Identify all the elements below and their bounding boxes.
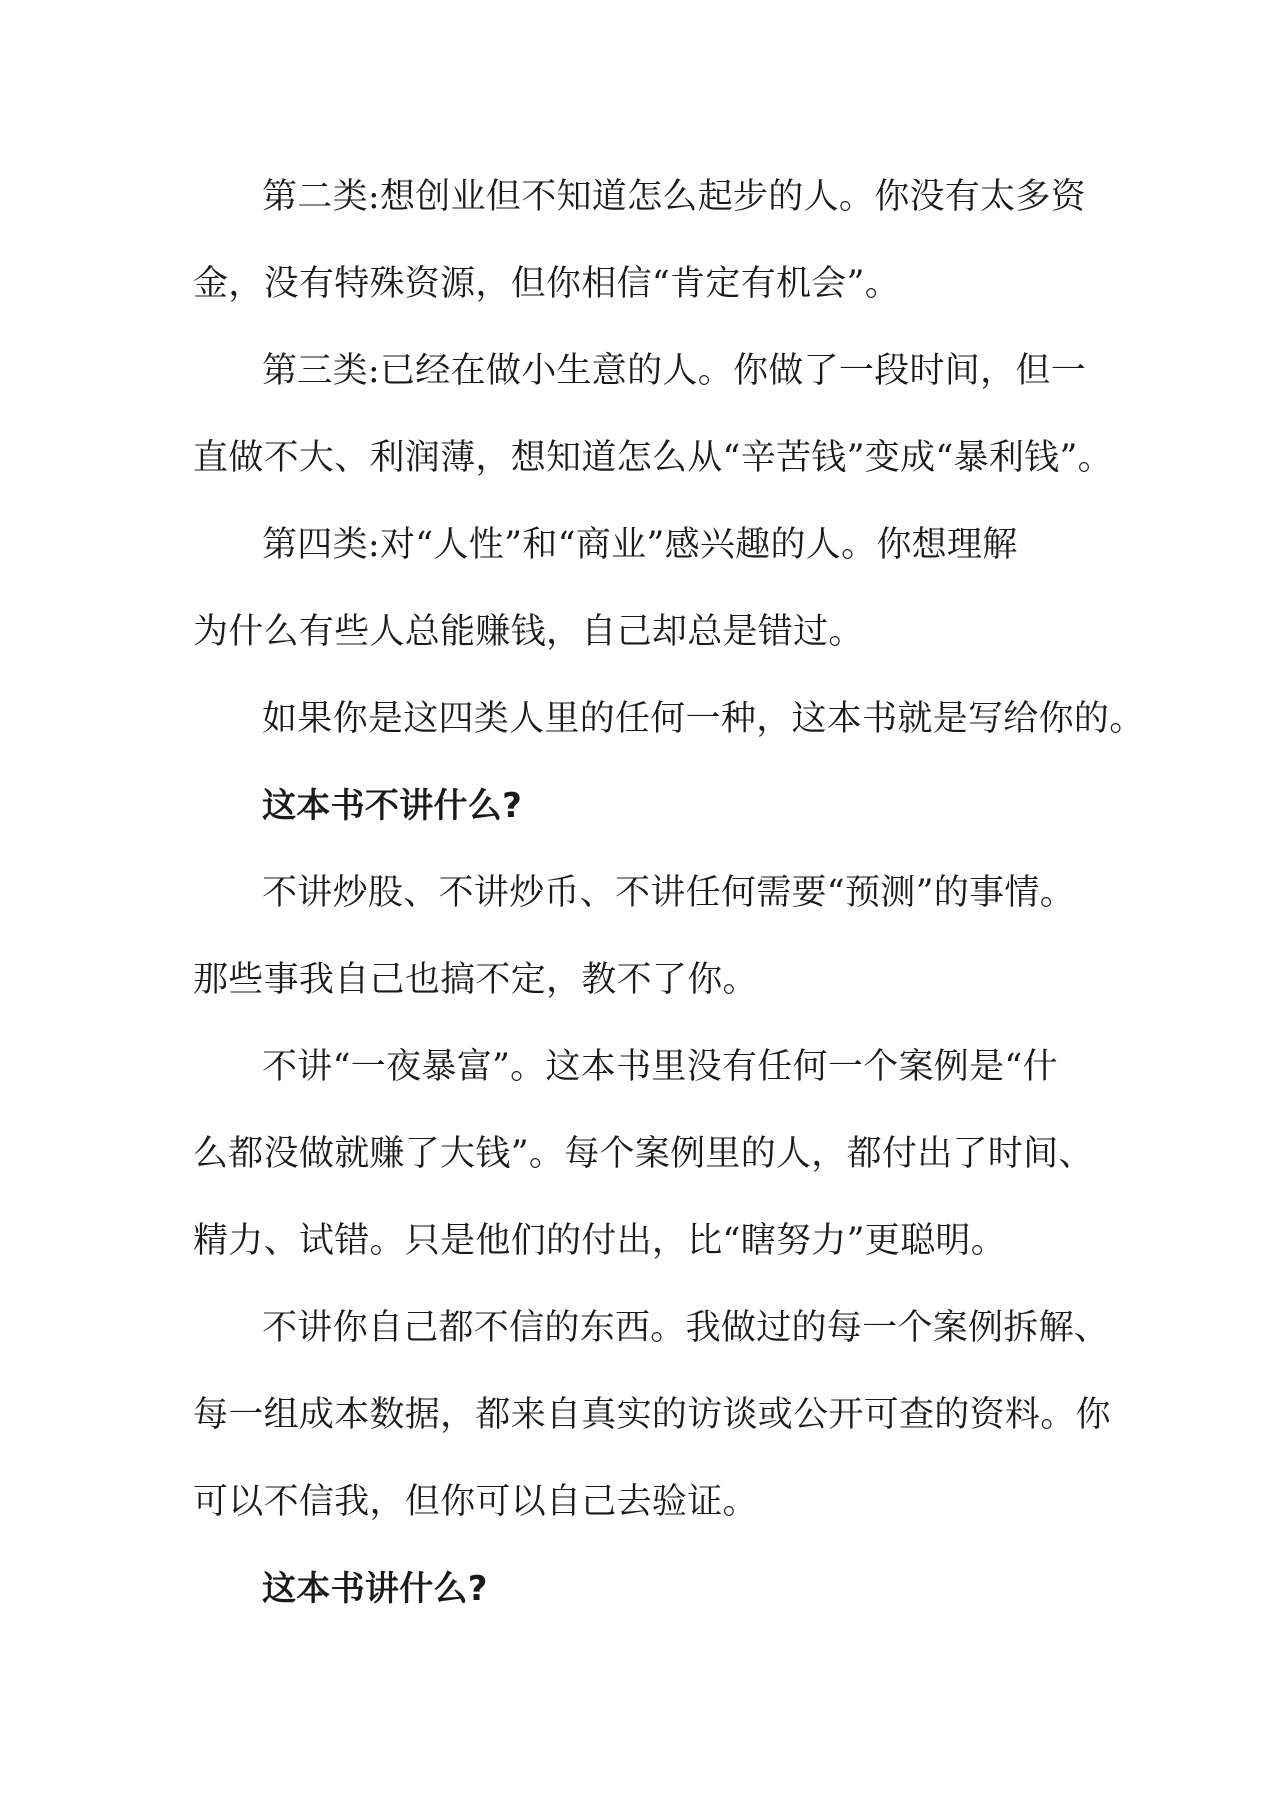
paragraph-verifiable-line-3: 可以不信我，但你可以自己去验证。 — [193, 1482, 758, 1522]
paragraph-type-two-line-1: 第二类:想创业但不知道怎么起步的人。你没有太多资 — [262, 177, 1086, 217]
paragraph-verifiable-line-1: 不讲你自己都不信的东西。我做过的每一个案例拆解、 — [262, 1308, 1110, 1348]
paragraph-no-overnight-riches-line-3: 精力、试错。只是他们的付出，比“瞎努力”更聪明。 — [193, 1221, 1006, 1261]
section-heading-covered: 这本书讲什么? — [262, 1569, 488, 1609]
paragraph-verifiable-line-2: 每一组成本数据，都来自真实的访谈或公开可查的资料。你 — [193, 1395, 1111, 1435]
paragraph-no-speculation-line-2: 那些事我自己也搞不定，教不了你。 — [193, 960, 758, 1000]
paragraph-no-overnight-riches-line-2: 么都没做就赚了大钱”。每个案例里的人，都付出了时间、 — [193, 1134, 1094, 1174]
paragraph-no-speculation-line-1: 不讲炒股、不讲炒币、不讲任何需要“预测”的事情。 — [262, 873, 1075, 913]
paragraph-type-four-line-2: 为什么有些人总能赚钱，自己却总是错过。 — [193, 612, 864, 652]
paragraph-summary: 如果你是这四类人里的任何一种，这本书就是写给你的。 — [262, 699, 1145, 739]
paragraph-type-three-line-1: 第三类:已经在做小生意的人。你做了一段时间，但一 — [262, 351, 1086, 391]
paragraph-type-two-line-2: 金，没有特殊资源，但你相信“肯定有机会”。 — [193, 264, 901, 304]
section-heading-not-covered: 这本书不讲什么? — [262, 786, 523, 826]
paragraph-no-overnight-riches-line-1: 不讲“一夜暴富”。这本书里没有任何一个案例是“什 — [262, 1047, 1058, 1087]
paragraph-type-three-line-2: 直做不大、利润薄，想知道怎么从“辛苦钱”变成“暴利钱”。 — [193, 438, 1113, 478]
paragraph-type-four-line-1: 第四类:对“人性”和“商业”感兴趣的人。你想理解 — [262, 525, 1018, 565]
